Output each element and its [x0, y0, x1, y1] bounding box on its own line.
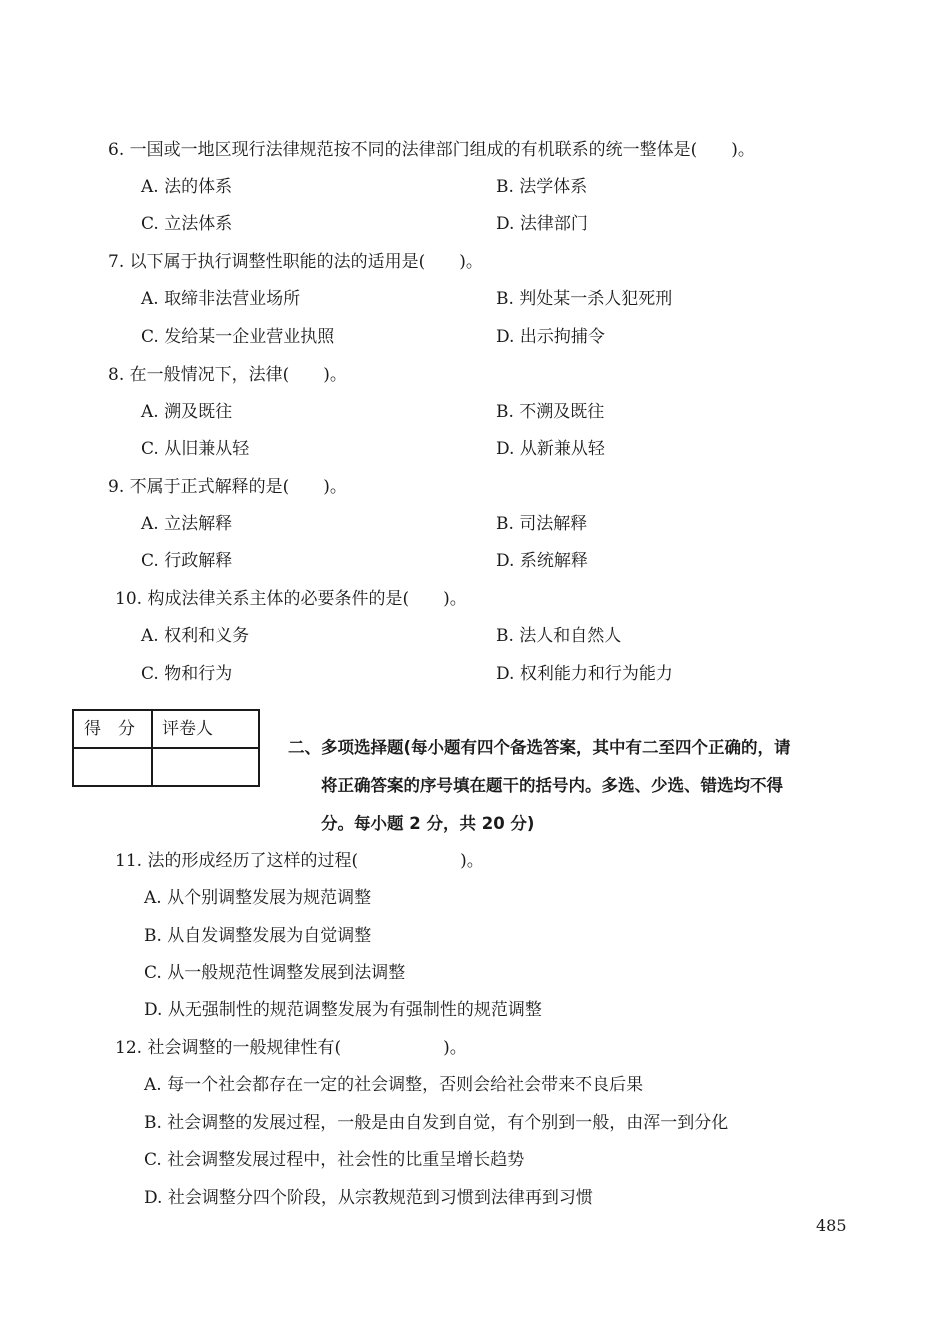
question-8-option-d: D. 从新兼从轻	[496, 439, 605, 459]
section-2-heading: 二、多项选择题(每小题有四个备选答案，其中有二至四个正确的，请	[288, 738, 791, 757]
question-8-option-b: B. 不溯及既往	[496, 402, 605, 422]
question-12-option-b: B. 社会调整的发展过程，一般是由自发到自觉，有个别到一般，由浑一到分化	[144, 1113, 729, 1133]
question-12-stem: 12. 社会调整的一般规律性有( )。	[115, 1038, 467, 1058]
question-7-option-c: C. 发给某一企业营业执照	[141, 327, 335, 347]
question-6-option-b: B. 法学体系	[496, 177, 588, 197]
score-label: 得 分	[84, 719, 135, 739]
question-6-option-c: C. 立法体系	[141, 214, 233, 234]
question-12-option-c: C. 社会调整发展过程中，社会性的比重呈增长趋势	[144, 1150, 525, 1170]
question-9-option-a: A. 立法解释	[141, 514, 233, 534]
question-8-option-a: A. 溯及既往	[141, 402, 233, 422]
question-6-stem: 6. 一国或一地区现行法律规范按不同的法律部门组成的有机联系的统一整体是( )。	[108, 140, 755, 160]
question-12-option-d: D. 社会调整分四个阶段，从宗教规范到习惯到法律再到习惯	[144, 1188, 593, 1208]
question-9-option-b: B. 司法解释	[496, 514, 588, 534]
question-6-option-a: A. 法的体系	[141, 177, 233, 197]
score-table	[72, 709, 260, 787]
question-11-option-c: C. 从一般规范性调整发展到法调整	[144, 963, 406, 983]
question-8-stem: 8. 在一般情况下，法律( )。	[108, 365, 347, 385]
question-9-option-c: C. 行政解释	[141, 551, 233, 571]
question-11-option-b: B. 从自发调整发展为自觉调整	[144, 926, 372, 946]
question-10-option-b: B. 法人和自然人	[496, 626, 622, 646]
question-10-option-a: A. 权利和义务	[141, 626, 250, 646]
section-2-instructions: 将正确答案的序号填在题干的括号内。多选、少选、错选均不得	[321, 776, 783, 795]
question-11-option-d: D. 从无强制性的规范调整发展为有强制性的规范调整	[144, 1000, 542, 1020]
question-7-option-b: B. 判处某一杀人犯死刑	[496, 289, 673, 309]
question-10-option-d: D. 权利能力和行为能力	[496, 664, 673, 684]
question-9-stem: 9. 不属于正式解释的是( )。	[108, 477, 347, 497]
question-11-stem: 11. 法的形成经历了这样的过程( )。	[115, 851, 484, 871]
question-11-option-a: A. 从个别调整发展为规范调整	[144, 888, 372, 908]
question-12-option-a: A. 每一个社会都存在一定的社会调整，否则会给社会带来不良后果	[144, 1075, 644, 1095]
question-8-option-c: C. 从旧兼从轻	[141, 439, 250, 459]
question-7-option-d: D. 出示拘捕令	[496, 327, 605, 347]
question-7-stem: 7. 以下属于执行调整性职能的法的适用是( )。	[108, 252, 483, 272]
score-table-divider	[74, 747, 258, 749]
question-9-option-d: D. 系统解释	[496, 551, 588, 571]
question-10-stem: 10. 构成法律关系主体的必要条件的是( )。	[115, 589, 467, 609]
question-7-option-a: A. 取缔非法营业场所	[141, 289, 301, 309]
question-6-option-d: D. 法律部门	[496, 214, 588, 234]
question-10-option-c: C. 物和行为	[141, 664, 233, 684]
section-2-scoring: 分。每小题 2 分，共 20 分)	[321, 814, 535, 833]
grader-label: 评卷人	[162, 719, 213, 739]
page-number: 485	[816, 1216, 847, 1235]
